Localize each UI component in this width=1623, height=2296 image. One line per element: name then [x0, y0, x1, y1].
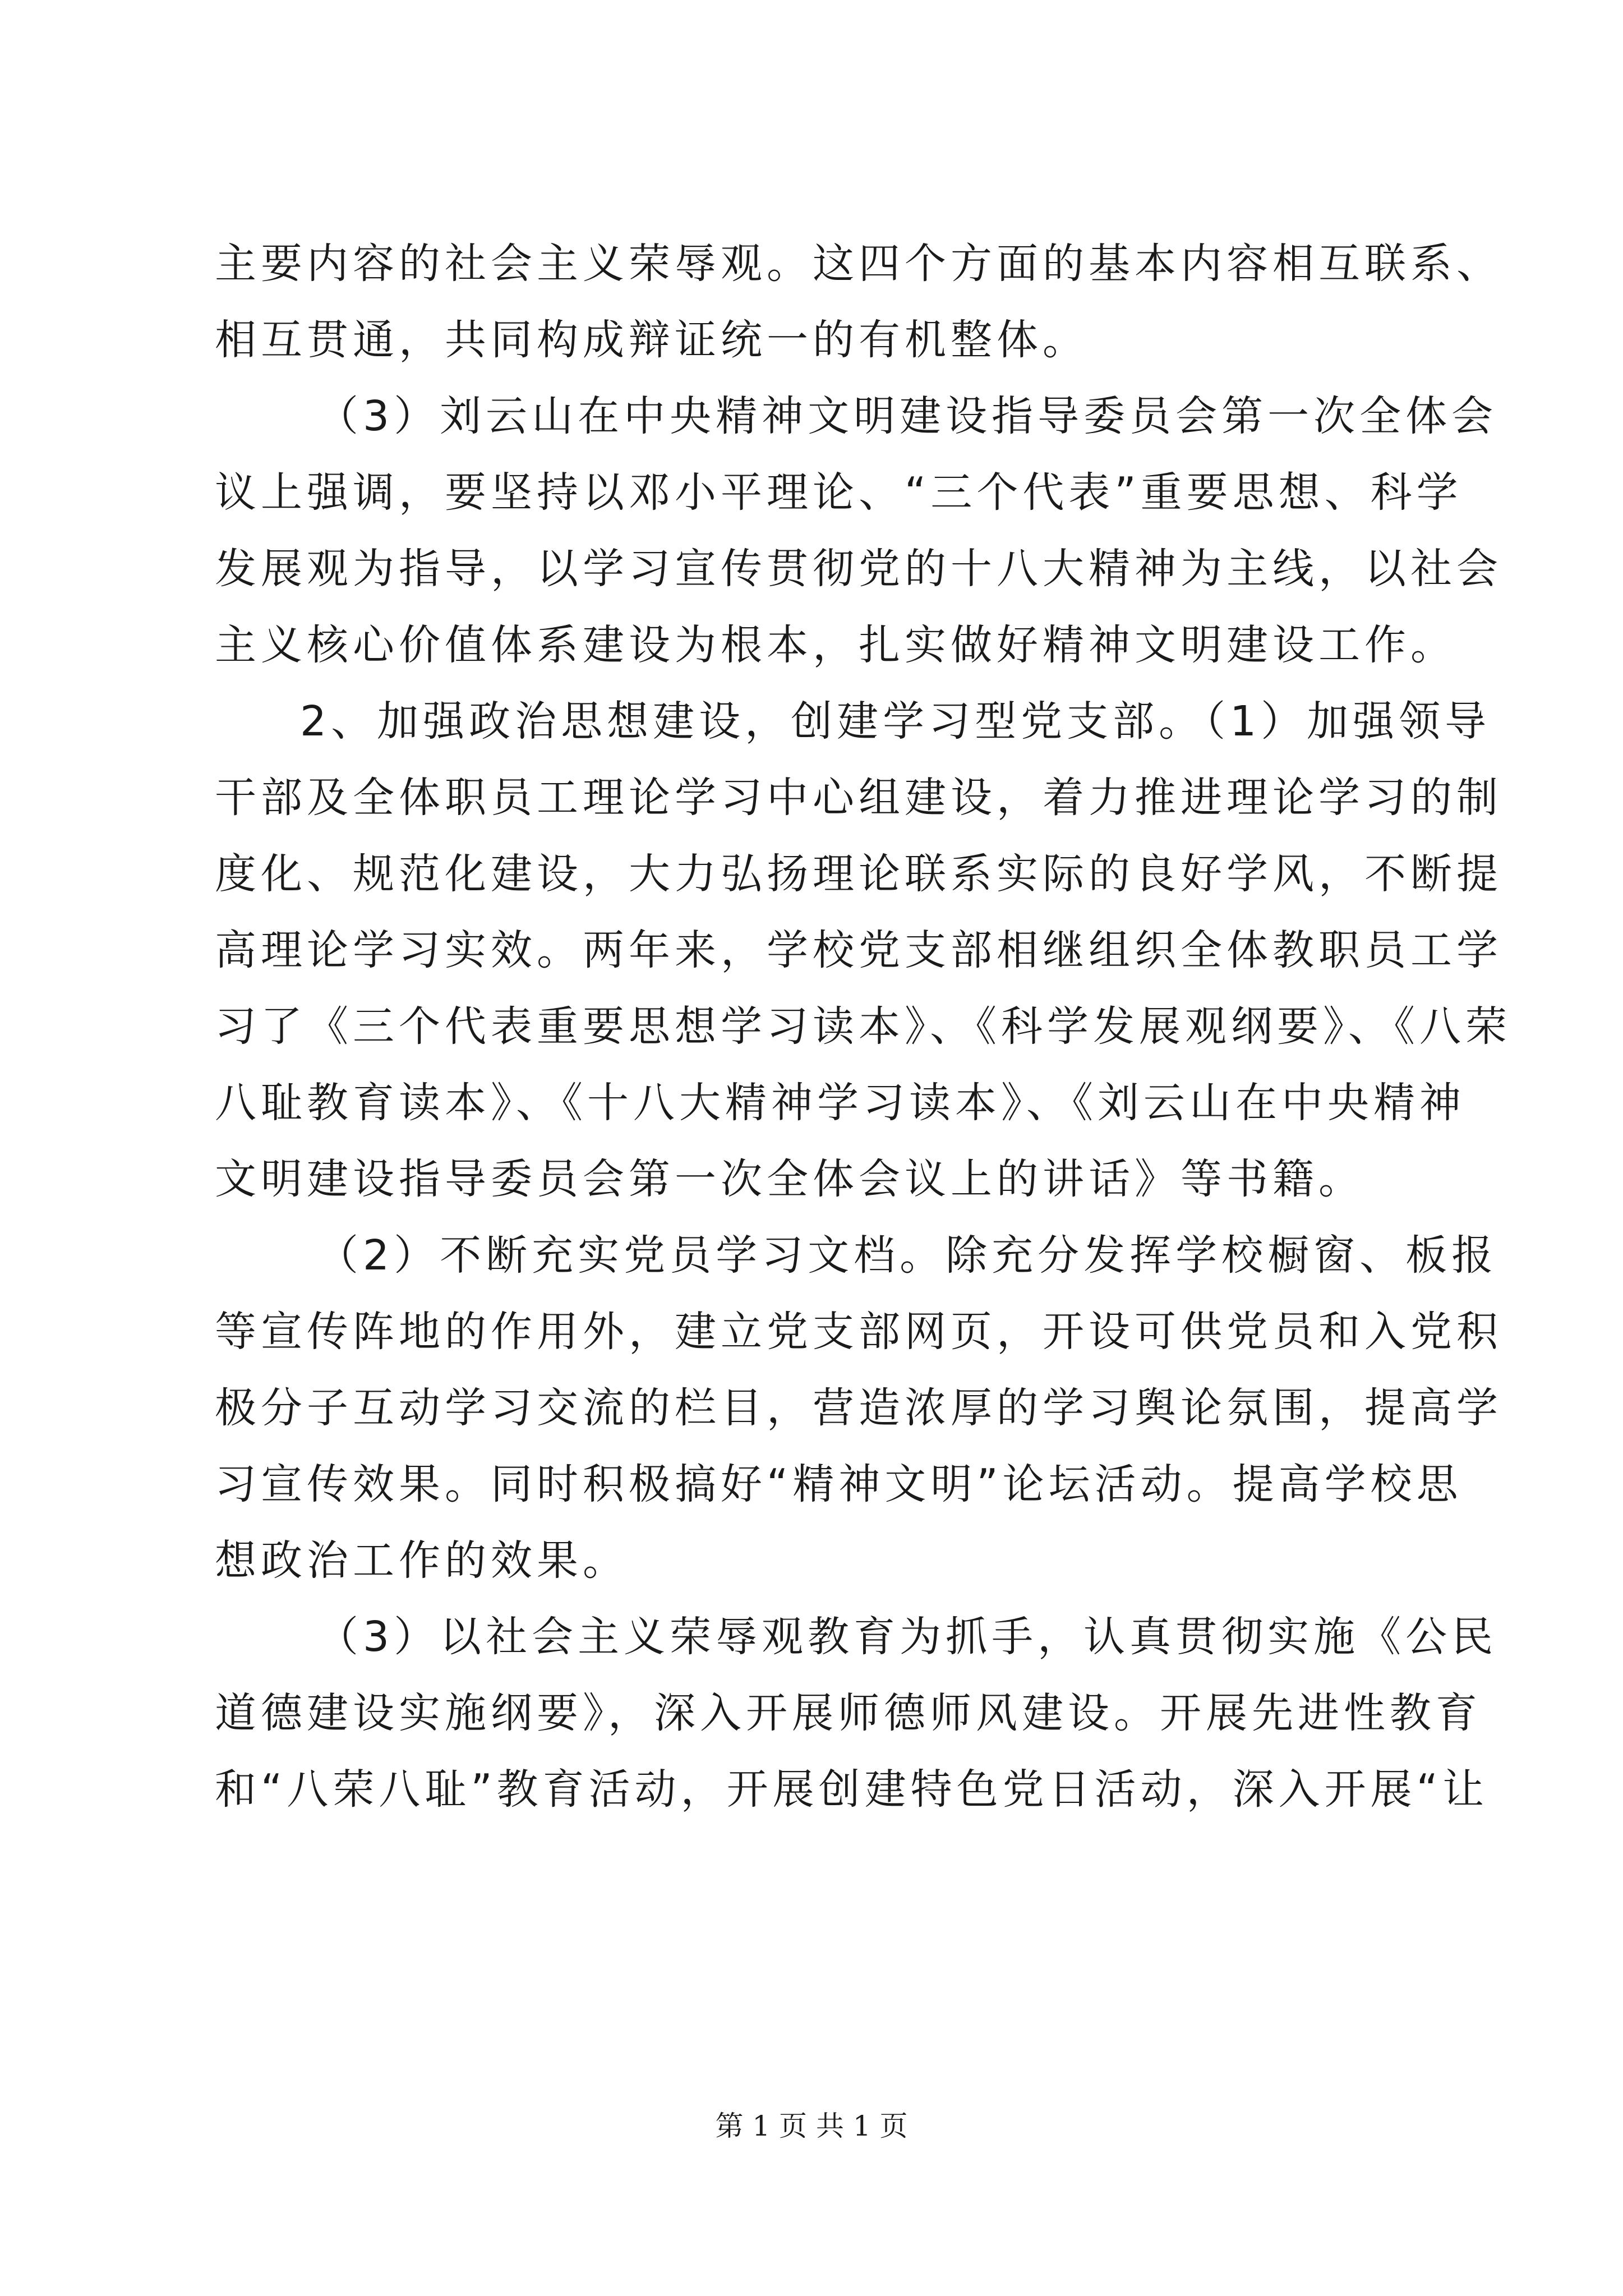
body-line: 道德建设实施纲要》，深入开展师德师风建设。开展先进性教育 — [215, 1689, 1482, 1737]
body-line: （3）以社会主义荣辱观教育为抓手，认真贯彻实施《公民 — [317, 1613, 1498, 1661]
body-line: 发展观为指导，以学习宣传贯彻党的十八大精神为主线，以社会 — [215, 545, 1502, 593]
body-line: 主义核心价值体系建设为根本，扎实做好精神文明建设工作。 — [215, 621, 1456, 669]
page-footer — [0, 2106, 1623, 2146]
body-line: 八耻教育读本》、《十八大精神学习读本》、《刘云山在中央精神 — [215, 1079, 1465, 1127]
body-line: 相互贯通，共同构成辩证统一的有机整体。 — [215, 316, 1089, 364]
body-line: 度化、规范化建设，大力弘扬理论联系实际的良好学风，不断提 — [215, 850, 1502, 898]
body-line: 极分子互动学习交流的栏目，营造浓厚的学习舆论氛围，提高学 — [215, 1384, 1502, 1432]
body-line: （3）刘云山在中央精神文明建设指导委员会第一次全体会 — [317, 392, 1498, 440]
body-line: 主要内容的社会主义荣辱观。这四个方面的基本内容相互联系、 — [215, 240, 1502, 288]
body-line: 习宣传效果。同时积极搞好“精神文明”论坛活动。提高学校思 — [215, 1460, 1463, 1508]
body-line: 高理论学习实效。两年来，学校党支部相继组织全体教职员工学 — [215, 926, 1502, 974]
body-line: 议上强调，要坚持以邓小平理论、“三个代表”重要思想、科学 — [215, 468, 1463, 517]
page-number-text: 第 1 页 共 1 页 — [715, 2110, 908, 2142]
body-line: 等宣传阵地的作用外，建立党支部网页，开设可供党员和入党积 — [215, 1308, 1502, 1356]
body-line: 2、加强政治思想建设，创建学习型党支部。（1）加强领导 — [300, 697, 1491, 746]
body-line: （2）不断充实党员学习文档。除充分发挥学校橱窗、板报 — [317, 1231, 1498, 1280]
body-line: 干部及全体职员工理论学习中心组建设，着力推进理论学习的制 — [215, 774, 1502, 822]
body-line: 习了《三个代表重要思想学习读本》、《科学发展观纲要》、《八荣 — [215, 1002, 1511, 1051]
body-line: 和“八荣八耻”教育活动，开展创建特色党日活动，深入开展“让 — [215, 1765, 1489, 1814]
body-line: 想政治工作的效果。 — [215, 1536, 629, 1585]
body-line: 文明建设指导委员会第一次全体会议上的讲话》等书籍。 — [215, 1155, 1364, 1203]
